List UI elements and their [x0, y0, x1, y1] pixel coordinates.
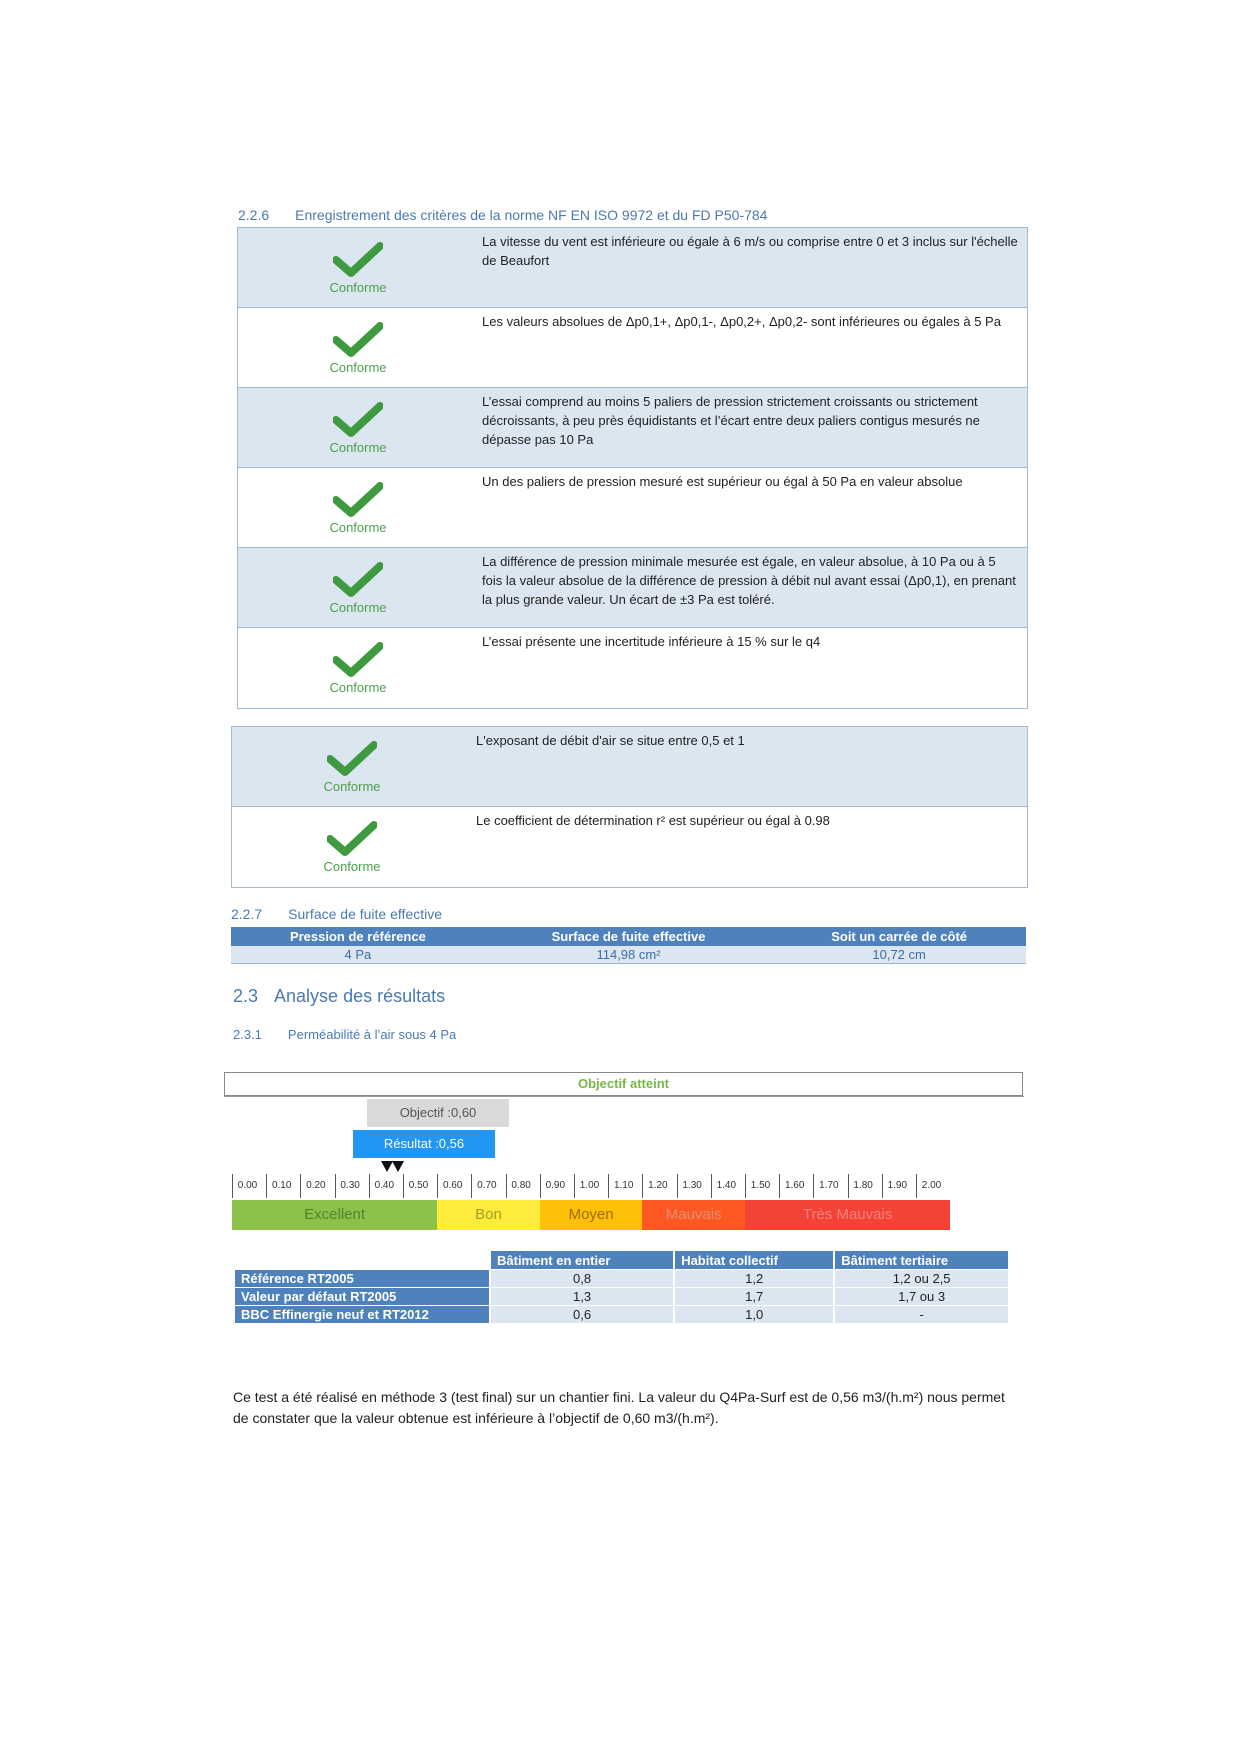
- criterion-row: [238, 228, 1027, 308]
- criterion-text: Un des paliers de pression mesuré est supérieur ou égal à 50 Pa en valeur absolue: [482, 474, 963, 489]
- table-cell: 1,0: [675, 1306, 833, 1323]
- gauge-band: Moyen: [540, 1200, 643, 1230]
- gauge-band: Mauvais: [642, 1200, 745, 1230]
- criterion-row: [232, 807, 1027, 887]
- table-cell: 1,7: [675, 1288, 833, 1305]
- table-header: Surface de fuite effective: [485, 927, 772, 946]
- checkmark-icon: [333, 562, 383, 598]
- criterion-status: [238, 468, 478, 547]
- status-label: Conforme: [329, 520, 387, 535]
- section-heading-226: [238, 207, 767, 223]
- row-label: Valeur par défaut RT2005: [235, 1288, 489, 1305]
- table-header: Habitat collectif: [675, 1251, 833, 1269]
- status-label: Conforme: [329, 280, 387, 295]
- row-label: BBC Effinergie neuf et RT2012: [235, 1306, 489, 1323]
- scale-tick: 1.60: [779, 1174, 809, 1198]
- criterion-row: [238, 548, 1027, 628]
- criterion-text: L’essai présente une incertitude inférieure à 15 % sur le q4: [482, 634, 821, 649]
- checkmark-icon: [333, 482, 383, 518]
- section-title: Surface de fuite effective: [288, 906, 442, 922]
- criterion-text: L'exposant de débit d'air se situe entre 0,5 et 1: [476, 733, 745, 748]
- checkmark-icon: [333, 322, 383, 358]
- section-heading-23: [233, 986, 445, 1007]
- criterion-status: [232, 727, 472, 806]
- criterion-text: La vitesse du vent est inférieure ou égale à 6 m/s ou comprise entre 0 et 3 inclus sur l'échelle de Beaufort: [482, 234, 1018, 268]
- status-label: Conforme: [329, 440, 387, 455]
- reference-values-table: [233, 1250, 1010, 1324]
- criterion-text: Les valeurs absolues de Δp0,1+, Δp0,1-, Δp0,2+, Δp0,2- sont inférieures ou égales à 5 Pa: [482, 314, 1001, 329]
- scale-tick: 1.20: [642, 1174, 672, 1198]
- criteria-table: [237, 227, 1028, 709]
- table-header: Bâtiment tertiaire: [835, 1251, 1008, 1269]
- scale-tick: 1.30: [677, 1174, 707, 1198]
- table-header: Bâtiment en entier: [491, 1251, 673, 1269]
- table-cell: 4 Pa: [231, 946, 485, 964]
- scale-tick: 0.20: [300, 1174, 330, 1198]
- criterion-status: [232, 807, 472, 887]
- status-label: Conforme: [323, 859, 381, 874]
- criterion-row: [238, 308, 1027, 388]
- scale-tick: 1.50: [745, 1174, 775, 1198]
- status-label: Conforme: [323, 779, 381, 794]
- divider: [224, 1096, 1024, 1097]
- table-cell: 0,8: [491, 1270, 673, 1287]
- checkmark-icon: [333, 242, 383, 278]
- section-title: Enregistrement des critères de la norme NF EN ISO 9972 et du FD P50-784: [295, 207, 768, 223]
- table-cell: -: [835, 1306, 1008, 1323]
- section-title: Analyse des résultats: [274, 986, 446, 1006]
- criterion-text: Le coefficient de détermination r² est supérieur ou égal à 0.98: [476, 813, 830, 828]
- status-label: Conforme: [329, 680, 387, 695]
- section-number: 2.2.6: [238, 207, 270, 223]
- table-cell: 114,98 cm²: [485, 946, 772, 964]
- section-number: 2.3.1: [233, 1027, 262, 1042]
- section-heading-231: [233, 1027, 456, 1042]
- gauge-band: Bon: [437, 1200, 540, 1230]
- table-cell: 1,3: [491, 1288, 673, 1305]
- scale-tick: 1.90: [882, 1174, 912, 1198]
- section-heading-227: [231, 906, 442, 922]
- criterion-row: [232, 727, 1027, 807]
- scale-tick: 1.40: [711, 1174, 741, 1198]
- criteria-table-extra: [231, 726, 1028, 888]
- table-cell: 1,2: [675, 1270, 833, 1287]
- criterion-text: L’essai comprend au moins 5 paliers de pression strictement croissants ou strictement décroissants, à peu près équidistants et l’écart entre deux paliers contigus mesurés ne dépasse pas 10 Pa: [482, 394, 980, 447]
- gauge-bands: [232, 1200, 950, 1230]
- scale-tick: 1.80: [848, 1174, 878, 1198]
- criterion-status: [238, 628, 478, 708]
- table-cell: 1,7 ou 3: [835, 1288, 1008, 1305]
- scale-tick: 0.60: [437, 1174, 467, 1198]
- scale-tick: 0.80: [506, 1174, 536, 1198]
- status-label: Conforme: [329, 360, 387, 375]
- scale-tick: 0.00: [232, 1174, 262, 1198]
- table-cell: 0,6: [491, 1306, 673, 1323]
- table-cell: 10,72 cm: [772, 946, 1026, 964]
- checkmark-icon: [333, 402, 383, 438]
- table-cell: 1,2 ou 2,5: [835, 1270, 1008, 1287]
- checkmark-icon: [327, 741, 377, 777]
- section-number: 2.3: [233, 986, 259, 1006]
- criterion-status: [238, 388, 478, 467]
- scale-tick: 2.00: [916, 1174, 946, 1198]
- table-header: Soit un carrée de côté: [772, 927, 1026, 946]
- checkmark-icon: [327, 821, 377, 857]
- scale-tick: 0.50: [403, 1174, 433, 1198]
- scale-tick: 0.30: [335, 1174, 365, 1198]
- scale-tick: 1.70: [813, 1174, 843, 1198]
- scale-tick: 0.70: [471, 1174, 501, 1198]
- row-label: Référence RT2005: [235, 1270, 489, 1287]
- table-header-empty: [235, 1251, 489, 1269]
- result-marker-label: Résultat :0,56: [353, 1130, 495, 1158]
- criterion-text: La différence de pression minimale mesurée est égale, en valeur absolue, à 10 Pa ou à 5 fois la valeur absolue de la différence de pression à débit nul avant essai (Δp0,1), en prenant la plus grande valeur. Un écart de ±3 Pa est toléré.: [482, 554, 1016, 607]
- criterion-row: [238, 628, 1027, 708]
- status-label: Conforme: [329, 600, 387, 615]
- scale-tick: 0.40: [369, 1174, 399, 1198]
- criterion-row: [238, 468, 1027, 548]
- checkmark-icon: [333, 642, 383, 678]
- section-title: Perméabilité à l’air sous 4 Pa: [287, 1027, 457, 1042]
- criterion-status: [238, 228, 478, 307]
- conclusion-text: Ce test a été réalisé en méthode 3 (test final) sur un chantier fini. La valeur du Q4Pa-Surf est de 0,56 m3/(h.m²) nous permet de constater que la valeur obtenue est inférieure à l’objectif de 0,60 m3/(h.m²).: [233, 1389, 1005, 1426]
- objective-arrow-icon: [392, 1161, 404, 1172]
- gauge-band: Très Mauvais: [745, 1200, 950, 1230]
- criterion-status: [238, 308, 478, 387]
- scale-tick: 1.10: [608, 1174, 638, 1198]
- criterion-status: [238, 548, 478, 627]
- gauge-band: Excellent: [232, 1200, 437, 1230]
- table-header: Pression de référence: [231, 927, 485, 946]
- leak-surface-table: [231, 927, 1026, 964]
- scale-tick: 0.90: [540, 1174, 570, 1198]
- scale-tick: 0.10: [266, 1174, 296, 1198]
- criterion-row: [238, 388, 1027, 468]
- objective-status-box: Objectif atteint: [224, 1072, 1023, 1096]
- scale-tick: 1.00: [574, 1174, 604, 1198]
- section-number: 2.2.7: [231, 906, 263, 922]
- objective-marker-label: Objectif :0,60: [367, 1099, 509, 1127]
